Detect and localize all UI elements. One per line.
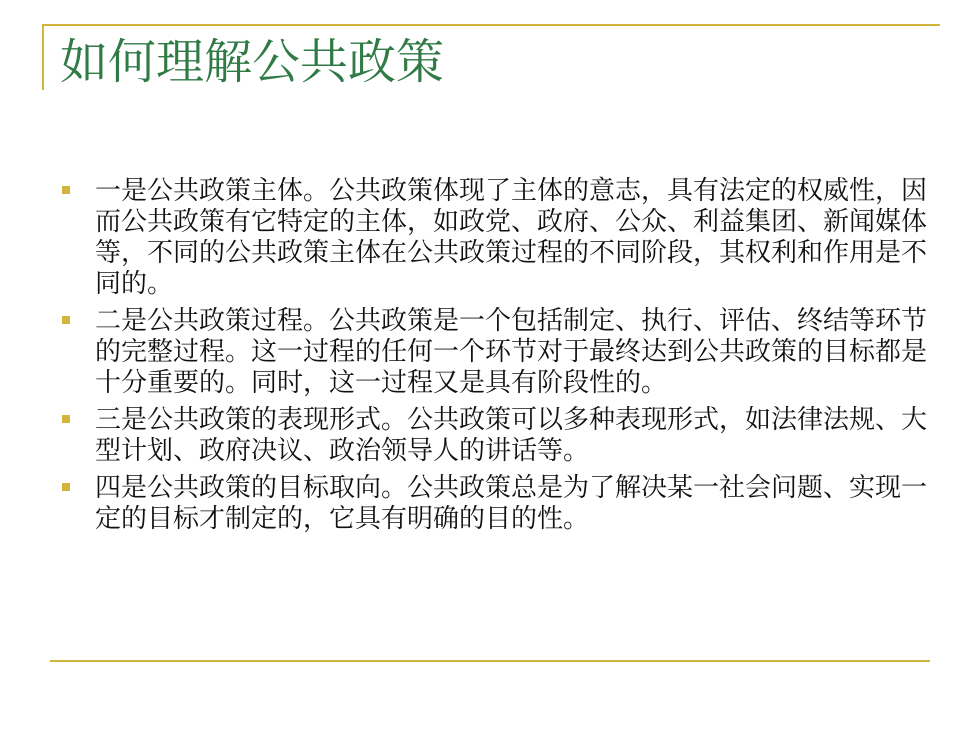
bullet-text: 三是公共政策的表现形式。公共政策可以多种表现形式，如法律法规、大型计划、政府决议、政治领导人的讲话等。 [95, 405, 928, 466]
slide-title: 如何理解公共政策 [60, 34, 445, 90]
bullet-text: 二是公共政策过程。公共政策是一个包括制定、执行、评估、终结等环节的完整过程。这一过程的任何一个环节对于最终达到公共政策的目标都是十分重要的。同时，这一过程又是具有阶段性的。 [95, 306, 928, 398]
top-decorative-rule [42, 24, 940, 26]
bullet-item-3 [62, 405, 932, 467]
square-bullet-icon [62, 316, 70, 324]
square-bullet-icon [62, 186, 70, 194]
bottom-decorative-rule [50, 660, 930, 662]
bullet-item-2 [62, 306, 932, 399]
left-decorative-rule [42, 24, 44, 90]
bullet-item-4 [62, 473, 932, 535]
square-bullet-icon [62, 415, 70, 423]
bullet-text: 一是公共政策主体。公共政策体现了主体的意志，具有法定的权威性，因而公共政策有它特定的主体，如政党、政府、公众、利益集团、新闻媒体等，不同的公共政策主体在公共政策过程的不同阶段，其权利和作用是不同的。 [95, 176, 928, 299]
bullet-list [62, 176, 932, 541]
square-bullet-icon [62, 483, 70, 491]
bullet-item-1 [62, 176, 932, 300]
bullet-text: 四是公共政策的目标取向。公共政策总是为了解决某一社会问题、实现一定的目标才制定的，它具有明确的目的性。 [95, 473, 928, 534]
